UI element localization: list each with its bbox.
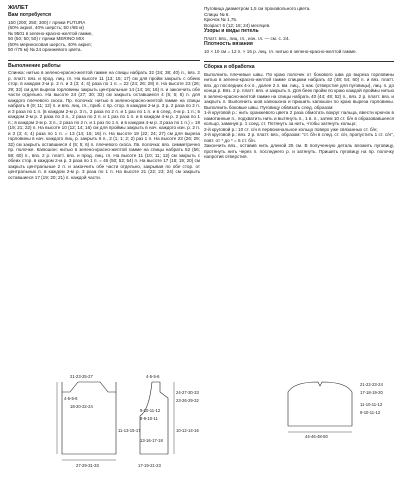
- spec-line: Возраст 6 (12; 18; 24) месяцев.: [204, 22, 271, 28]
- front-small-b: 8-9-10-11: [140, 416, 158, 421]
- patterns-text: Платт. вяз., лиц. гл., изн. гл. — см. с. 24.: [204, 35, 290, 41]
- materials-line: (60% акрил, 40% шерсть; 50 г/65 м): [8, 25, 84, 30]
- front-side-b: 23-26-29-32: [176, 398, 199, 403]
- density-heading: Плотность вязания: [204, 41, 253, 47]
- front-bottom: 17-19-21-23: [138, 463, 161, 468]
- front-small-a: 9-10-11-12: [140, 408, 161, 413]
- hood-top-a: 21-22-23-24: [360, 382, 383, 387]
- front-small-c: 13-16-17-18: [140, 438, 163, 443]
- front-side-c: 10-12-14-16: [176, 428, 199, 433]
- hood-side-b: 9-10-11-12: [360, 410, 381, 415]
- materials-line: 50 г/75 м) № 24 оранжевого цвета.: [8, 47, 82, 52]
- materials-line: 150 (200; 250; 300) г пряжи FUTURA: [8, 19, 86, 25]
- round-3-text: 3-й круговой р.: вяз. 2 р. платт. вяз., образом: "ст. б/н в след. ст. с/н, пропустить 1 ст. с/н", повт. от * до * = 5 ст. б/н.: [204, 132, 394, 143]
- back-side-label: 11-13-15-17: [118, 428, 141, 433]
- finish-text: Закончить вяз., оставив нить длиной 25 см. В полученную деталь вложить пуговицу, протянуть нить через п. последнего р. и затянуть. Пришить пуговицу на пр. полочку напротив отверстия.: [204, 143, 394, 159]
- back-inner-b: 18-20-22-24: [70, 404, 93, 409]
- divider: [8, 60, 200, 61]
- materials-heading: Вам потребуется: [8, 12, 51, 18]
- round-2-text: 2-й круговой р.: 10 ст. с/н в первоначальное кольцо поверх уже связанных ст. б/н;: [204, 126, 378, 132]
- back-top-label: 21-23-25-27: [70, 374, 93, 379]
- left-column: [8, 6, 200, 180]
- hood-top-b: 17-18-19-20: [360, 390, 383, 395]
- spec-line: Спицы № 6.: [204, 11, 230, 17]
- spec-line: Крючок № 1,75.: [204, 17, 238, 22]
- back-schematic: [57, 382, 116, 460]
- hood-bottom: 44-46-48-50: [305, 434, 328, 439]
- back-bottom-label: 27-29-31-33: [76, 463, 99, 468]
- density-text: 10 × 10 см = 12 п. × 16 р. лиц. гл. нитью в зелено-красно-желтой гамме.: [204, 48, 357, 54]
- right-column: [204, 6, 394, 160]
- spec-line: Пуговица диаметром 1,5 см произвольного цвета.: [204, 6, 311, 11]
- materials-line: № 9501 в зелено-красно-желтой гамме,: [8, 30, 93, 36]
- patterns-heading: Узоры и виды петель: [204, 28, 259, 34]
- back-inner-a: 4-5-5-6: [64, 396, 78, 401]
- work-heading: Выполнение работы: [8, 62, 61, 69]
- work-text: Спинка: нитью в зелено-красно-желтой гамме на спицы набрать 32 (34; 38; 40) п., вяз. 2 р. платт. вяз. и прод. лиц. гл. На высоте 11 (13; 15; 17) см для пройм закрыть с обеих стор. в каждом 2-м р. 2 п. и 3 (3; 4; 4) раза по 1 п. = 22 (24; 26; 28) п. На высоте 23 (26; 29; 32) см для выреза горловины закрыть центральные 14 (14; 16; 16) п. и закончить обе части отдельно. На высоте 24 (27; 30; 33) см закрыть оставшиеся 4 (5; 5; 6) п. для каждого плечевого скоса. Пр. полочка: нитью в зелено-красно-желтой гамме на спицы набрать 8 (9; 11; 12) п. и вяз. лиц. гл., приб. с пр. стор. в каждом 2-м р. 3 р. 2 раза по 2 п. и 3 раза по 1 п. (в каждом 2-м р. 3 п., 2 раза по 2 п. и 1 раз по 1 п. и в след. 4-м р. 1 п.; в каждом 2-м р. 2 раза по 3 п., 2 раза по 2 п. и 1 раз по 1 п. и в каждом 4-м р. 2 раза по 1 п.; в каждом 2-м р. 3 п., 2 раза по 2 п. и 1 раз по 1 п. и в каждом 4-м р. 3 раза по 1 п.) = 18 (19; 21; 22) п. На высоте 10 (12; 14; 16) см для проймы закрыть в нач. каждого изн. р. 2 п. и 3 (3; 4; 4) раза по 1 п. = 13 (14; 15; 16) п. На высоте 19 (22; 24; 27) см для выреза горловины в нач. каждого лиц. р. закрыть 6 п., 2 (1; 1; 2; 2) раз 1 п. На высоте 23 (26; 29; 32) см закрыть оставшиеся 4 (5; 5; 6) п. плечевого скоса. Лв. полочка: вяз. симметрично пр. полочке. Капюшон: нитью в зелено-красно-желтой гамме на спицы набрать 52 (56; 58; 60) п., вяз. 2 р. платт. вяз. и прод. лиц. гл. На высоте 11 (10; 11; 12) см закрыть с обеих стор. в каждом 2-м р. 3 раза по 1 п. = 46 (50; 52; 54) п. На высоте 17 (18; 19; 20) см закрыть центральные 2 п. и закончить обе части отдельно, закрывая по обе стор. от центральных п. в каждом 2-м р. 3 раза по 1 п. На высоте 21 (22; 23; 24) см закрыть оставшиеся 17 (19; 20; 21) п. каждой части.: [8, 70, 200, 180]
- front-side-a: 24-27-30-33: [176, 390, 199, 395]
- assembly-text: Выполнить плечевые швы. По краю полочек от бокового шва до выреза горловины нитью в зелено-красно-желтой гамме спицами набрать 42 (48; 54; 60) п. и вяз. платт. вяз. до последних 4-х п., далее 2 п. вм. лиц., 1 нак. (отверстие для пуговицы), лиц. п. до конца р. Вяз. 2 р. платт. вяз. и закрыть п. Для беек пройм по краю каждой проймы нитью в зелено-красно-желтой гамме на спицы набрать 40 (44; 48; 52) п., вяз. 2 р. платт. вяз. и закрыть п. Выполнить шов капюшона и пришить капюшон по краю выреза горловины. Выполнить боковые швы. Пуговицу обвязать след. образом:: [204, 71, 394, 110]
- divider: [204, 61, 394, 62]
- hood-schematic: [288, 382, 352, 432]
- materials-line: (60% мериносовая шерсть, 40% акрил;: [8, 41, 92, 47]
- article-title: ЖИЛЕТ: [8, 5, 29, 11]
- assembly-heading: Сборка и обработка: [204, 64, 255, 70]
- front-top-a: 4-5-5-6: [146, 374, 160, 379]
- round-1-text: 1-й круговой р.: нить оранжевого цвета 2 раза обмотать вокруг пальца, ввести крючок в намотанные п., подхватить нить и вытянуть п., 1 в. п., затем 10 ст. б/н в образовавшееся кольцо, замкнув р. 1 соед. ст. Потянуть за нить, чтобы затянуть кольцо;: [204, 110, 394, 126]
- hood-side-a: 11-10-11-12: [360, 402, 383, 407]
- schematics: [0, 372, 400, 472]
- materials-line: 50 (50; 50; 50) г пряжи MERINO MIX: [8, 36, 85, 41]
